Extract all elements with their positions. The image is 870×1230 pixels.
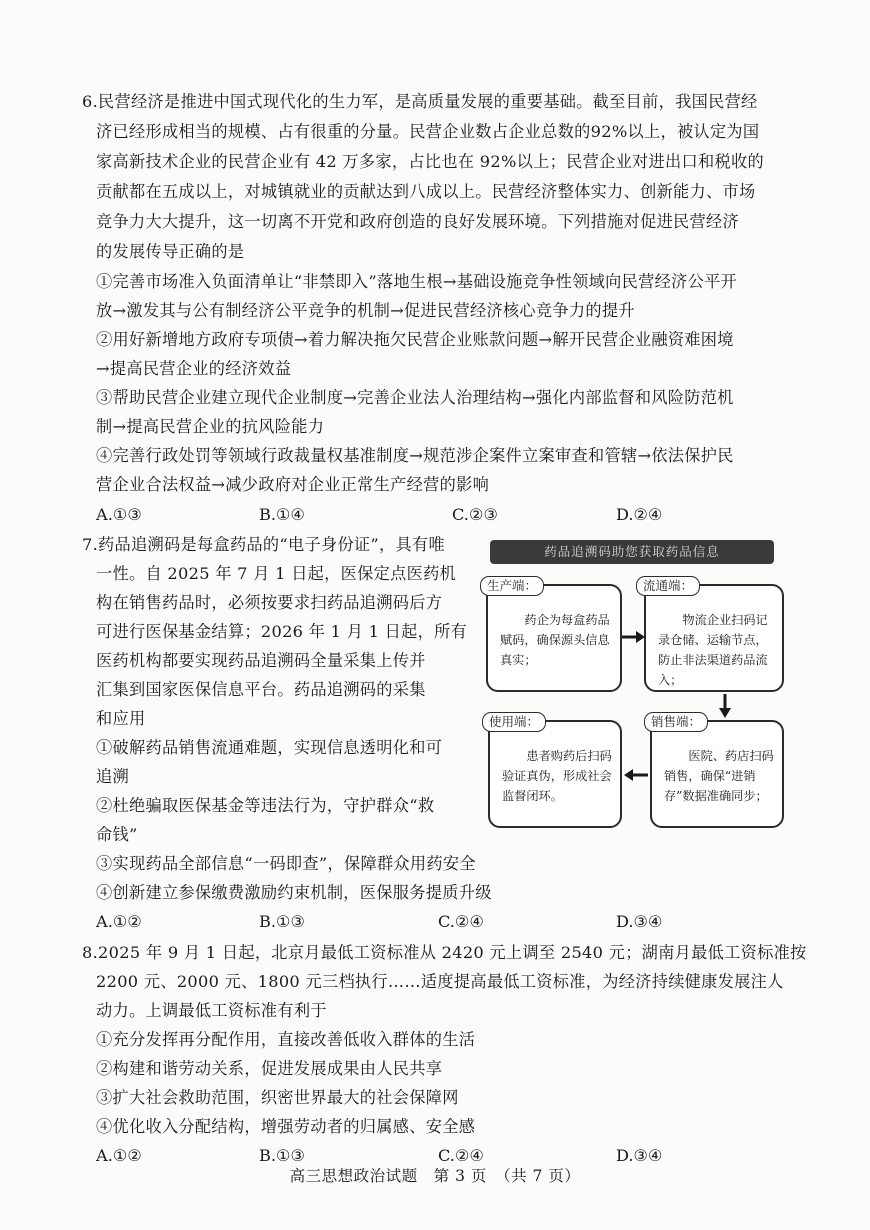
q6-item-3: ③帮助民营企业建立现代企业制度→完善企业法人治理结构→强化内部监督和风险防范机 xyxy=(96,388,734,407)
option-d[interactable]: D.③④ xyxy=(616,1146,663,1165)
q7-item-3: ③实现药品全部信息“一码即查”，保障群众用药安全 xyxy=(96,854,476,873)
q6-item-3-cont: 制→提高民营企业的抗风险能力 xyxy=(96,417,325,436)
arrow-left-icon xyxy=(622,768,650,782)
option-c[interactable]: C.②③ xyxy=(452,505,498,524)
q8-item-4: ④优化收入分配结构，增强劳动者的归属感、安全感 xyxy=(96,1117,476,1136)
sales-box xyxy=(650,720,784,828)
q6-line: 济已经形成相当的规模、占有很重的分量。民营企业数占企业总数的92%以上，被认定为国 xyxy=(96,122,760,141)
logistics-tag: 流通端： xyxy=(636,576,700,596)
option-a[interactable]: A.①② xyxy=(96,1146,142,1165)
arrow-down-icon xyxy=(718,692,732,720)
logistics-box xyxy=(644,584,784,692)
q8-item-2: ②构建和谐劳动关系，促进发展成果由人民共享 xyxy=(96,1059,443,1078)
q7-line: 医药机构都要实现药品追溯码全量采集上传并 xyxy=(96,651,426,670)
q7-options xyxy=(96,912,796,932)
q7-line: 和应用 xyxy=(96,709,146,728)
q6-item-2-cont: →提高民营企业的经济效益 xyxy=(96,359,292,378)
q8-line: 8.2025 年 9 月 1 日起，北京月最低工资标准从 2420 元上调至 2540 元；湖南月最低工资标准按 xyxy=(82,943,807,962)
q7-item-2-cont: 命钱” xyxy=(96,825,138,844)
q8-line: 2200 元、2000 元、1800 元三档执行……适度提高最低工资标准，为经济持续健康发展注人 xyxy=(96,972,784,991)
q6-line: 贡献都在五成以上，对城镇就业的贡献达到八成以上。民营经济整体实力、创新能力、市场 xyxy=(96,182,756,201)
option-b[interactable]: B.①④ xyxy=(259,505,306,524)
page-footer: 高三思想政治试题 第 3 页 （共 7 页） xyxy=(289,1167,581,1185)
producer-text: 药企为每盒药品赋码，确保源头信息真实； xyxy=(500,613,610,667)
q6-line: 的发展传导正确的是 xyxy=(96,242,245,261)
producer-tag: 生产端： xyxy=(480,576,544,596)
q6-item-4-cont: 营企业合法权益→减少政府对企业正常生产经营的影响 xyxy=(96,475,490,494)
usage-tag: 使用端： xyxy=(482,712,546,732)
q8-item-1: ①充分发挥再分配作用，直接改善低收入群体的生活 xyxy=(96,1030,476,1049)
diagram-title: 药品追溯码助您获取药品信息 xyxy=(490,540,774,564)
option-a[interactable]: A.①② xyxy=(96,912,142,931)
q6-options xyxy=(96,505,796,525)
option-c[interactable]: C.②④ xyxy=(438,912,484,931)
q6-item-1: ①完善市场准入负面清单让“非禁即入”落地生根→基础设施竞争性领域向民营经济公平开 xyxy=(96,272,738,291)
option-b[interactable]: B.①③ xyxy=(259,1146,306,1165)
q7-item-4: ④创新建立参保缴费激励约束机制，医保服务提质升级 xyxy=(96,883,492,902)
q6-item-2: ②用好新增地方政府专项债→着力解决拖欠民营企业账款问题→解开民营企业融资难困境 xyxy=(96,330,734,349)
q6-line: 6.民营经济是推进中国式现代化的生力军，是高质量发展的重要基础。截至目前，我国民营经 xyxy=(82,92,758,111)
drug-trace-diagram xyxy=(478,536,790,832)
option-c[interactable]: C.②④ xyxy=(438,1146,484,1165)
logistics-text: 物流企业扫码记录仓储、运输节点，防止非法渠道药品流入； xyxy=(658,613,768,687)
q7-item-1: ①破解药品销售流通难题，实现信息透明化和可 xyxy=(96,738,443,757)
q6-item-4: ④完善行政处罚等领域行政裁量权基准制度→规范涉企案件立案审查和管辖→依法保护民 xyxy=(96,446,734,465)
q6-line: 家高新技术企业的民营企业有 42 万多家，占比也在 92%以上；民营企业对进出口和税收的 xyxy=(96,152,764,171)
option-b[interactable]: B.①③ xyxy=(259,912,306,931)
q8-options xyxy=(96,1146,796,1166)
arrow-right-icon xyxy=(620,630,646,644)
sales-text: 医院、药店扫码销售，确保“进销存”数据准确同步； xyxy=(664,749,774,803)
q7-line: 可进行医保基金结算；2026 年 1 月 1 日起，所有 xyxy=(96,622,468,641)
usage-box xyxy=(488,720,622,828)
usage-text: 患者购药后扫码验证真伪，形成社会监督闭环。 xyxy=(502,749,612,803)
q7-item-1-cont: 追溯 xyxy=(96,767,129,786)
producer-box xyxy=(486,584,622,692)
option-d[interactable]: D.②④ xyxy=(616,505,663,524)
q7-item-2: ②杜绝骗取医保基金等违法行为，守护群众“救 xyxy=(96,796,435,815)
q6-line: 竞争力大大提升，这一切离不开党和政府创造的良好发展环境。下列措施对促进民营经济 xyxy=(96,212,740,231)
q7-line: 一性。自 2025 年 7 月 1 日起，医保定点医药机 xyxy=(96,564,457,583)
sales-tag: 销售端： xyxy=(644,712,708,732)
q7-line: 构在销售药品时，必须按要求扫药品追溯码后方 xyxy=(96,593,443,612)
q6-item-1-cont: 放→激发其与公有制经济公平竞争的机制→促进民营经济核心竞争力的提升 xyxy=(96,301,635,320)
option-d[interactable]: D.③④ xyxy=(616,912,663,931)
q8-line: 动力。上调最低工资标准有利于 xyxy=(96,1001,327,1020)
q8-item-3: ③扩大社会救助范围，织密世界最大的社会保障网 xyxy=(96,1088,459,1107)
option-a[interactable]: A.①③ xyxy=(96,505,142,524)
q7-line: 7.药品追溯码是每盒药品的“电子身份证”，具有唯 xyxy=(82,535,445,554)
q7-line: 汇集到国家医保信息平台。药品追溯码的采集 xyxy=(96,680,426,699)
